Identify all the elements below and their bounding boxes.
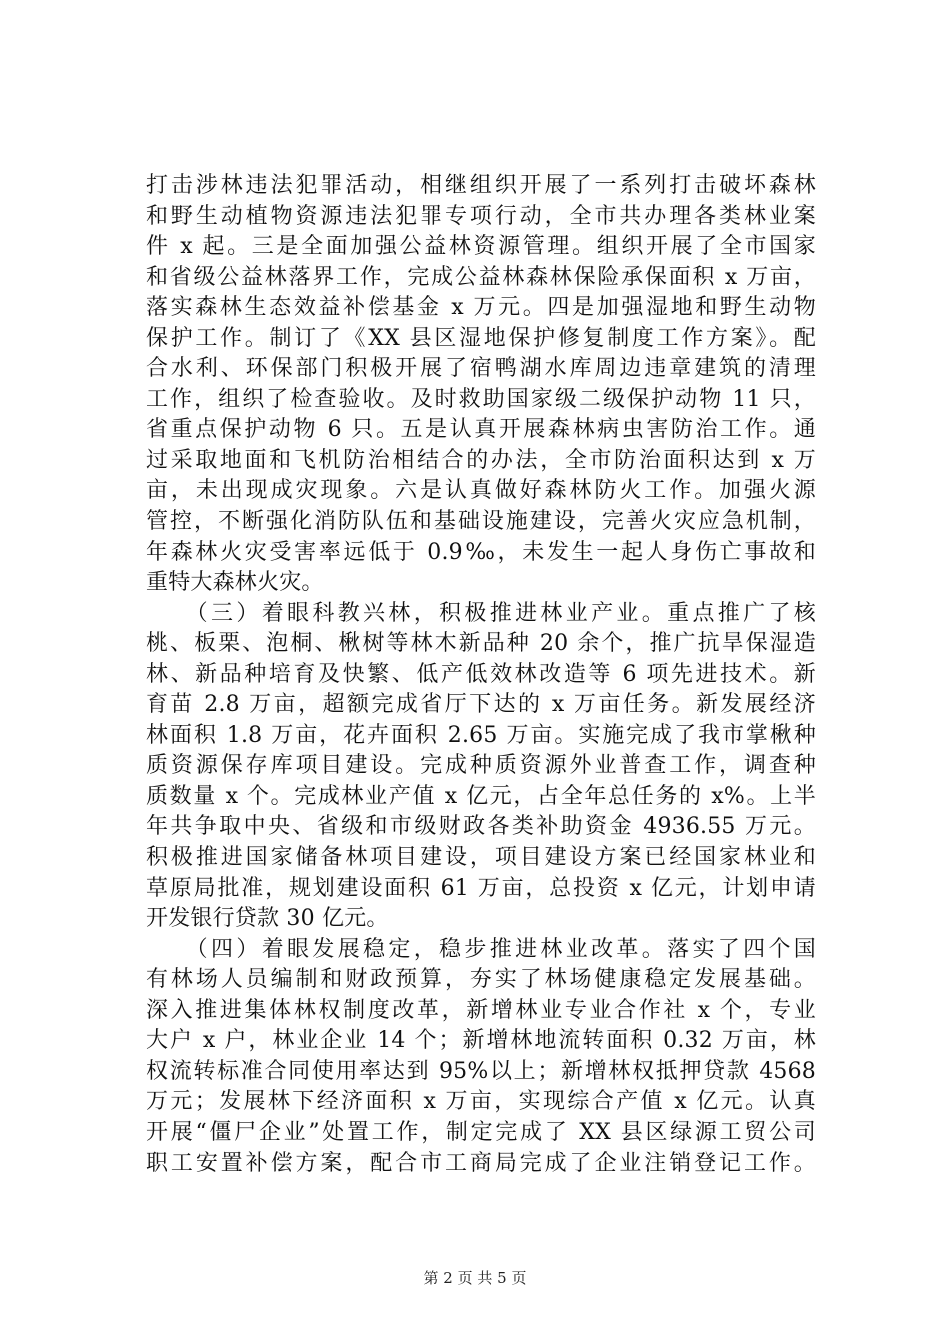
text-line: 林、新品种培育及快繁、低产低效林改造等 6 项先进技术。新: [146, 661, 816, 687]
text-line: 桃、板栗、泡桐、楸树等林木新品种 20 余个，推广抗旱保湿造: [146, 631, 816, 657]
text-line: 权流转标准合同使用率达到 95%以上；新增林权抵押贷款 4568: [146, 1058, 816, 1084]
page-number-footer: 第 2 页 共 5 页: [423, 1269, 527, 1287]
text-line: 年森林火灾受害率远低于 0.9‰，未发生一起人身伤亡事故和: [146, 539, 816, 565]
paragraph-start-line: （三）着眼科教兴林，积极推进林业产业。重点推广了核: [146, 600, 816, 626]
text-line: 积极推进国家储备林项目建设，项目建设方案已经国家林业和: [146, 845, 816, 871]
text-line: 年共争取中央、省级和市级财政各类补助资金 4936.55 万元。: [146, 814, 816, 840]
document-body: [146, 171, 816, 1179]
text-line: 大户 x 户，林业企业 14 个；新增林地流转面积 0.32 万亩，林: [146, 1028, 816, 1054]
text-line: 和野生动植物资源违法犯罪专项行动，全市共办理各类林业案: [146, 203, 816, 229]
text-line: 有林场人员编制和财政预算，夯实了林场健康稳定发展基础。: [146, 967, 816, 993]
text-line: 重特大森林火灾。: [146, 570, 324, 596]
text-line: 开发银行贷款 30 亿元。: [146, 906, 389, 932]
text-line: 质资源保存库项目建设。完成种质资源外业普查工作，调查种: [146, 753, 816, 779]
text-line: 件 x 起。三是全面加强公益林资源管理。组织开展了全市国家: [146, 234, 816, 260]
text-line: 工作，组织了检查验收。及时救助国家级二级保护动物 11 只，: [146, 386, 816, 412]
text-line: 育苗 2.8 万亩，超额完成省厅下达的 x 万亩任务。新发展经济: [146, 692, 816, 718]
text-line: 深入推进集体林权制度改革，新增林业专业合作社 x 个，专业: [146, 997, 816, 1023]
text-line: 开展“僵尸企业”处置工作，制定完成了 XX 县区绿源工贸公司: [146, 1119, 816, 1145]
text-line: 和省级公益林落界工作，完成公益林森林保险承保面积 x 万亩，: [146, 264, 816, 290]
text-line: 质数量 x 个。完成林业产值 x 亿元，占全年总任务的 x%。上半: [146, 783, 816, 809]
text-line: 打击涉林违法犯罪活动，相继组织开展了一系列打击破坏森林: [146, 173, 816, 198]
text-line: 亩，未出现成灾现象。六是认真做好森林防火工作。加强火源: [146, 478, 816, 504]
text-line: 草原局批准，规划建设面积 61 万亩，总投资 x 亿元，计划申请: [146, 875, 816, 901]
text-line: 保护工作。制订了《XX 县区湿地保护修复制度工作方案》。配: [146, 325, 816, 351]
text-line: 管控，不断强化消防队伍和基础设施建设，完善火灾应急机制，: [146, 509, 816, 535]
text-line: 合水利、环保部门积极开展了宿鸭湖水库周边违章建筑的清理: [146, 356, 816, 382]
paragraph-start-line: （四）着眼发展稳定，稳步推进林业改革。落实了四个国: [146, 936, 816, 962]
text-line: 落实森林生态效益补偿基金 x 万元。四是加强湿地和野生动物: [146, 295, 816, 321]
text-line: 过采取地面和飞机防治相结合的办法，全市防治面积达到 x 万: [146, 447, 816, 473]
text-line: 职工安置补偿方案，配合市工商局完成了企业注销登记工作。: [146, 1150, 816, 1176]
text-line: 省重点保护动物 6 只。五是认真开展森林病虫害防治工作。通: [146, 417, 816, 443]
text-line: 万元；发展林下经济面积 x 万亩，实现综合产值 x 亿元。认真: [146, 1089, 816, 1115]
text-line: 林面积 1.8 万亩，花卉面积 2.65 万亩。实施完成了我市掌楸种: [146, 722, 816, 748]
